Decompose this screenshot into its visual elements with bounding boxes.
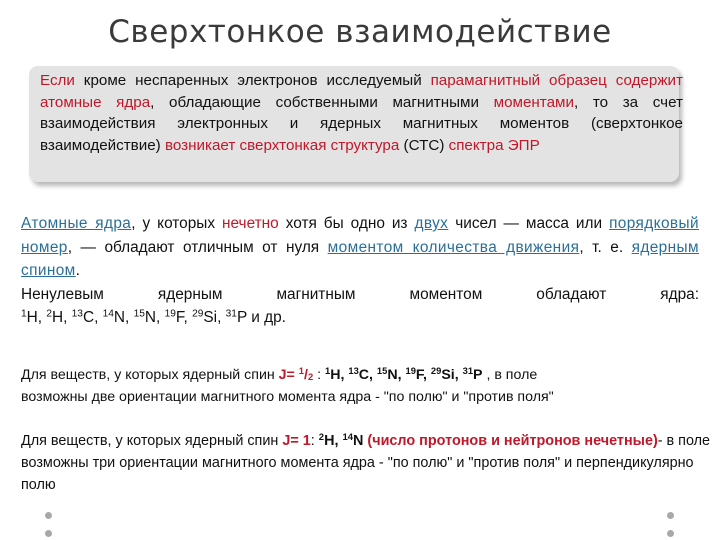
mass-number: 29 [430,365,442,376]
spin-value: J= 1 [282,433,311,449]
mass-number: 31 [462,365,474,376]
mass-number: 13 [348,365,359,376]
dot-icon [667,530,674,537]
keyword-epr-spectrum: спектра ЭПР [448,136,540,154]
text-fragment: , обладающие собственными магнитными [150,93,494,111]
element-symbol: N [353,433,364,449]
element-symbol: Si, [441,367,463,383]
mass-number: 15 [133,308,145,320]
element-symbol: H, [324,433,343,449]
mass-number: 13 [71,308,83,320]
text-fragment: - в поле возможны три ориентации магнитного момента ядра - "по полю" и "против поля" и перпендикулярно полю [21,433,711,493]
text-fragment: , в поле [482,367,538,383]
text-fragment: : [313,367,325,383]
mass-number: 15 [376,365,388,376]
mass-number: 14 [342,431,354,443]
slide-title: Сверхтонкое взаимодействие [108,14,612,50]
link-two[interactable]: двух [414,215,449,232]
spin-value [279,367,314,383]
mass-number: 2 [46,308,52,320]
element-symbol: Si, [203,309,226,326]
keyword-hyperfine-structure: возникает сверхтонкая структура [164,136,400,154]
dot-icon [45,530,52,537]
link-atomic-number[interactable]: порядковый номер [21,215,699,256]
mass-number: 1 [325,365,331,376]
dot-icon [667,512,674,519]
text-fragment: , т. е. [579,238,632,256]
element-symbol: P [236,309,247,326]
paragraph-body [21,212,699,283]
keyword-odd: нечетно [222,215,279,232]
spin-half-paragraph [21,364,711,408]
definition-text [40,70,683,156]
text-fragment: хотя бы одно из [278,215,415,232]
mass-number: 19 [405,365,416,376]
mass-number: 19 [164,308,176,320]
element-symbol: N, [387,367,406,383]
text-fragment: Для веществ, у которых ядерный спин [21,367,279,383]
element-symbol: H, [51,309,72,326]
text-fragment: чисел — масса или [448,215,610,232]
mass-number: 14 [102,308,114,320]
mass-number: 2 [318,431,325,443]
text-fragment: : [310,433,319,449]
text-fragment: , у которых [131,215,222,232]
element-symbol: C, [358,367,377,383]
nuclear-spin-paragraph [21,212,699,330]
text-fragment: , то за счет взаимодействия электронных и ядерных магнитных моментов (сверхтонкое взаимодействие) [40,93,683,154]
mass-number: 31 [225,308,237,320]
nuclei-list [325,367,483,383]
text-fragment: Для веществ, у которых ядерный спин [21,433,283,449]
spin-numerator: 1 [298,365,304,376]
spin-one-paragraph [21,430,711,496]
element-symbol: C, [82,309,103,326]
link-atomic-nuclei[interactable]: Атомные ядра [21,215,132,232]
keyword-paramagnetic-sample: парамагнитный образец содержит атомные ядра [40,72,683,111]
text-fragment: (СТС) [399,136,449,154]
text-fragment: . [75,262,80,279]
element-symbol: P [473,367,483,383]
dot-icon [45,512,52,519]
mass-number: 29 [192,308,204,320]
spin-slash: / [304,367,308,383]
element-symbol: N, [113,309,134,326]
element-symbol: N, [144,309,165,326]
text-fragment: , — обладают отличным от нуля [67,238,328,256]
mass-number: 1 [21,308,27,320]
element-symbol: F, [175,309,193,326]
element-symbol: H, [330,367,349,383]
keyword-moments: моментами [493,93,574,111]
keyword-if: Если [40,72,75,89]
nuclei-list [319,433,364,449]
element-symbol: H, [26,309,47,326]
spin-label: J= [278,367,299,383]
text-fragment: кроме неспаренных электронов исследуемый [74,72,431,89]
keyword-odd-nucleons: (число протонов и нейтронов нечетные) [363,433,658,449]
link-angular-momentum[interactable]: моментом количества движения [327,238,580,256]
nuclei-list [21,309,286,326]
magnetic-moment-line: Ненулевым ядерным магнитным моментом обладают ядра: [21,285,699,303]
link-nuclear-spin[interactable]: ядерным спином [21,238,699,279]
element-symbol: F, [415,367,431,383]
spin-denominator: 2 [307,371,314,382]
text-fragment: возможны две ориентации магнитного момента ядра - "по полю" и "против поля" [21,389,554,405]
text-fragment: и др. [246,309,286,326]
